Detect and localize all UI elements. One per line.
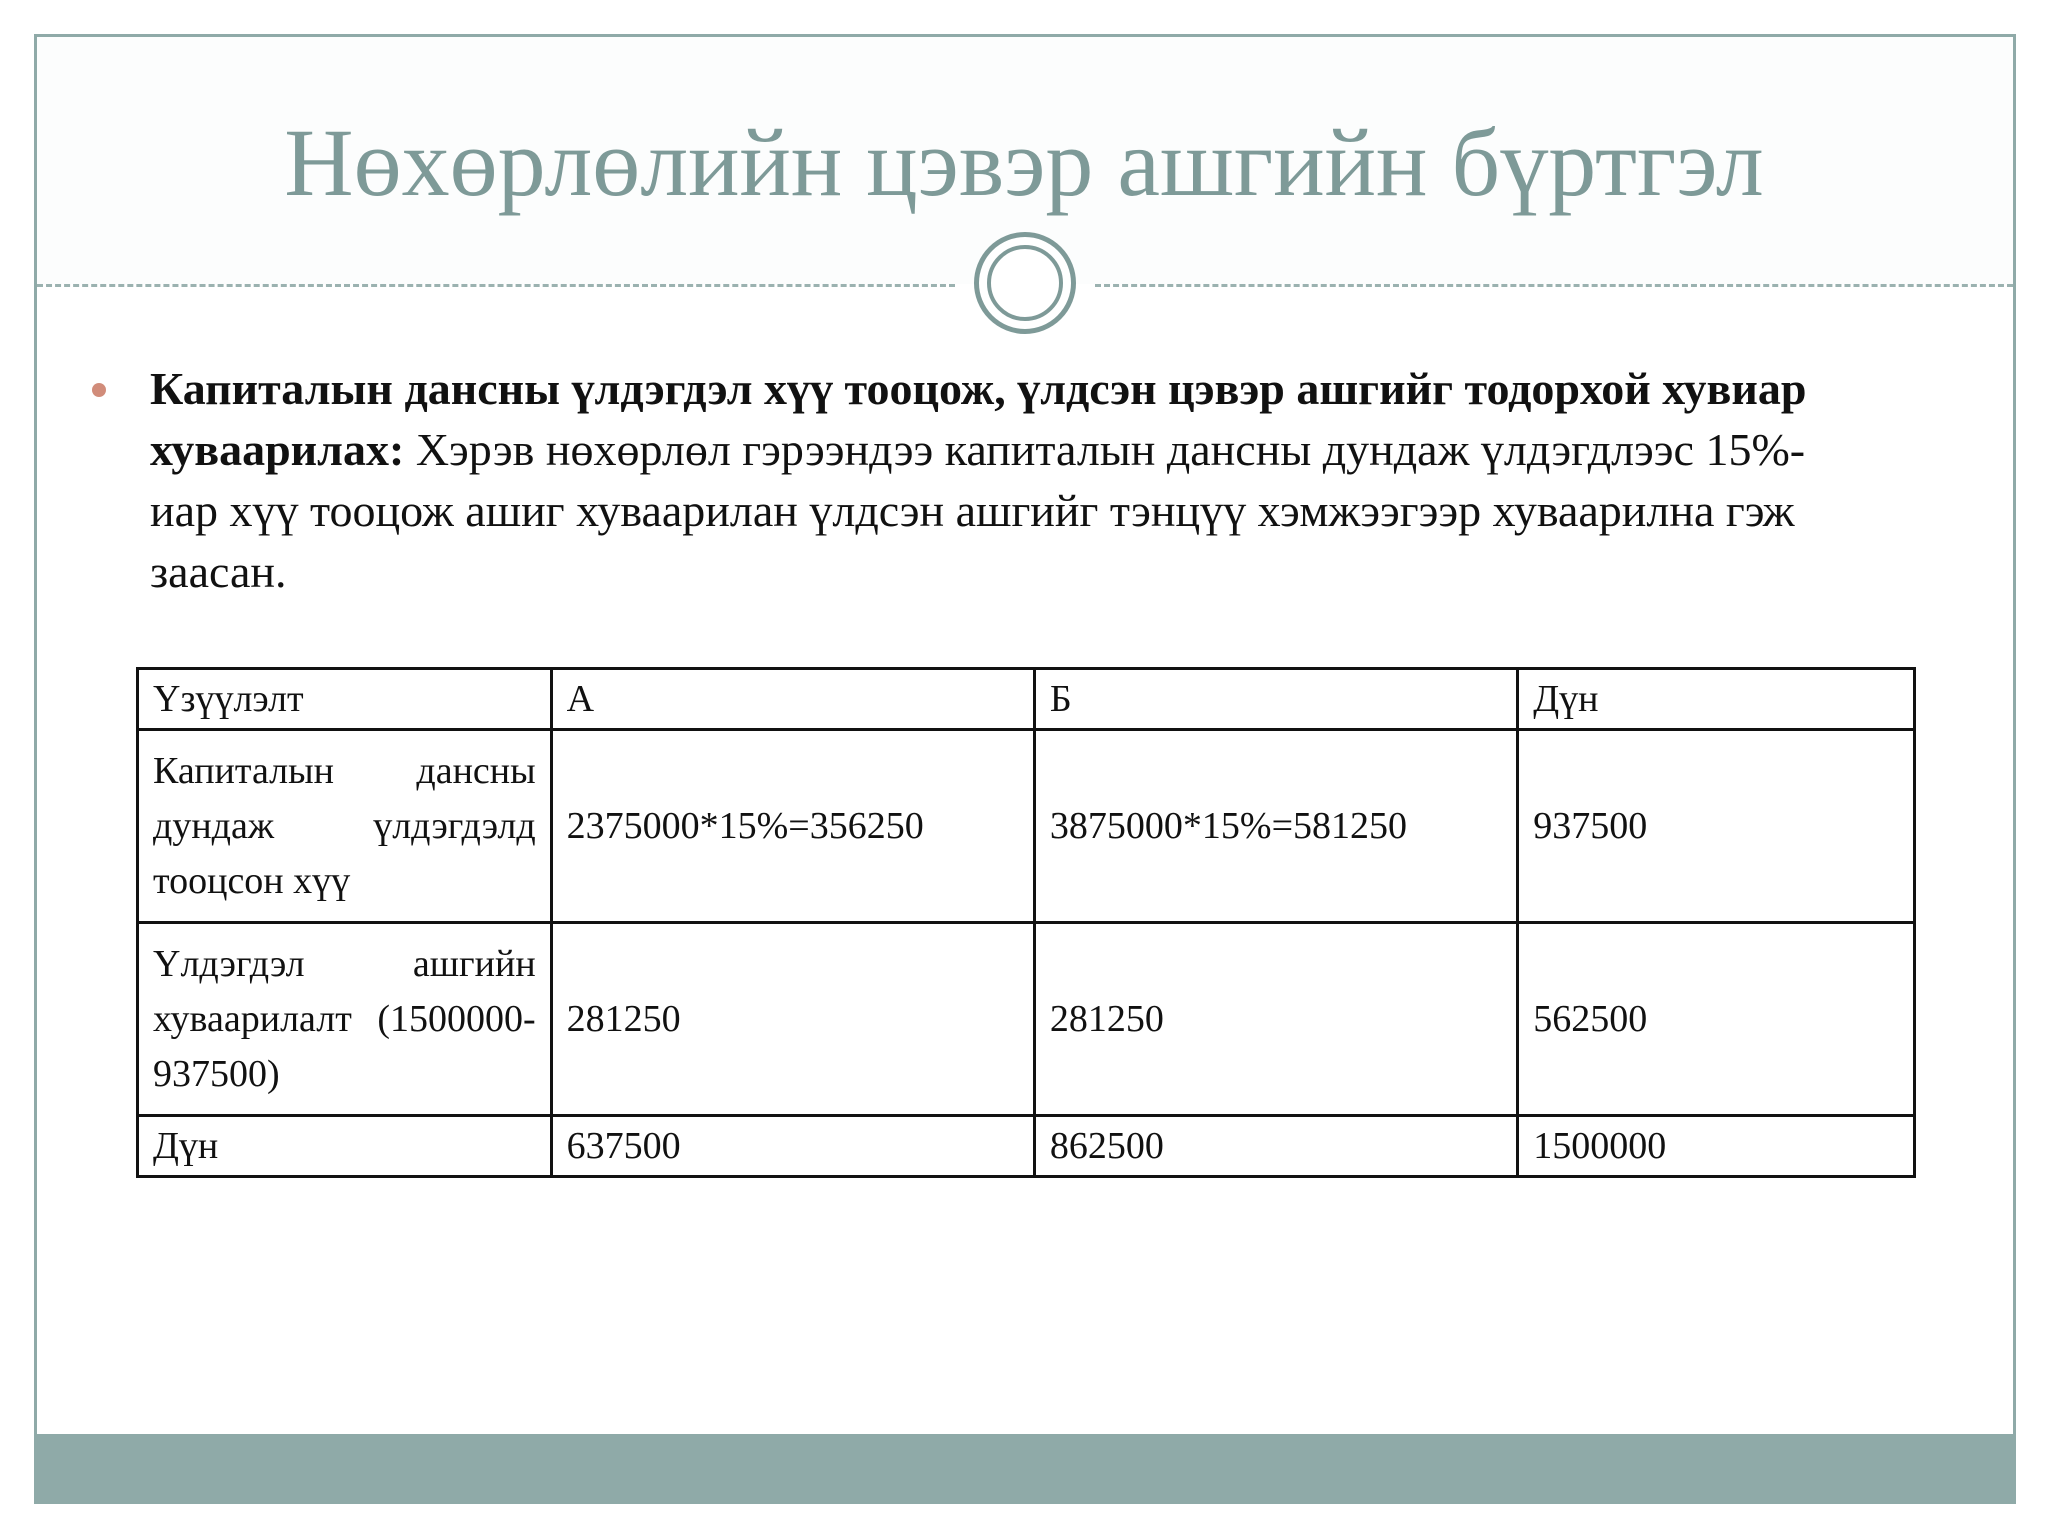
table-cell: 562500 (1518, 923, 1915, 1116)
bullet-bold-text: Капиталын дансны үлдэгдэл хүү тооцож, үлдсэн цэвэр ашгийг тодорхой хувиар хуваарилах: (150, 363, 1807, 475)
table-cell: 1500000 (1518, 1116, 1915, 1177)
table-row (138, 730, 1915, 923)
table-total-row (138, 1116, 1915, 1177)
table-header-cell: А (551, 669, 1034, 730)
table-header-cell: Дүн (1518, 669, 1915, 730)
table-header-row (138, 669, 1915, 730)
table-cell: 281250 (1034, 923, 1517, 1116)
table-header-cell: Үзүүлэлт (138, 669, 552, 730)
table-header-cell: Б (1034, 669, 1517, 730)
bullet-icon (92, 383, 106, 397)
table-cell: 637500 (551, 1116, 1034, 1177)
title-divider-left (37, 284, 955, 287)
table-cell: 2375000*15%=356250 (551, 730, 1034, 923)
bullet-normal-text: Хэрэв нөхөрлөл гэрээндээ капиталын дансны дундаж үлдэгдлээс 15%-иар хүү тооцож ашиг хуваарилан үлдсэн ашгийг тэнцүү хэмжээгээр хуваарилна гэж заасан. (150, 424, 1806, 597)
table-cell: 937500 (1518, 730, 1915, 923)
interest-allocation-table (136, 667, 1916, 1178)
table-cell: 3875000*15%=581250 (1034, 730, 1517, 923)
table-cell: 862500 (1034, 1116, 1517, 1177)
title-divider-right (1095, 284, 2013, 287)
slide-title: Нөхөрлөлийн цэвэр ашгийн бүртгэл (284, 109, 1764, 216)
table-cell: Капиталын дансны дундаж үлдэгдэлд тооцсон хүү (138, 730, 552, 923)
footer-band (34, 1434, 2016, 1504)
table-cell: Үлдэгдэл ашгийн хуваарилалт (1500000-937500) (138, 923, 552, 1116)
circle-ornament-icon (974, 232, 1076, 334)
bullet-paragraph (150, 358, 1870, 602)
circle-ornament-inner (987, 245, 1063, 321)
table-cell: 281250 (551, 923, 1034, 1116)
table-row (138, 923, 1915, 1116)
table-cell: Дүн (138, 1116, 552, 1177)
